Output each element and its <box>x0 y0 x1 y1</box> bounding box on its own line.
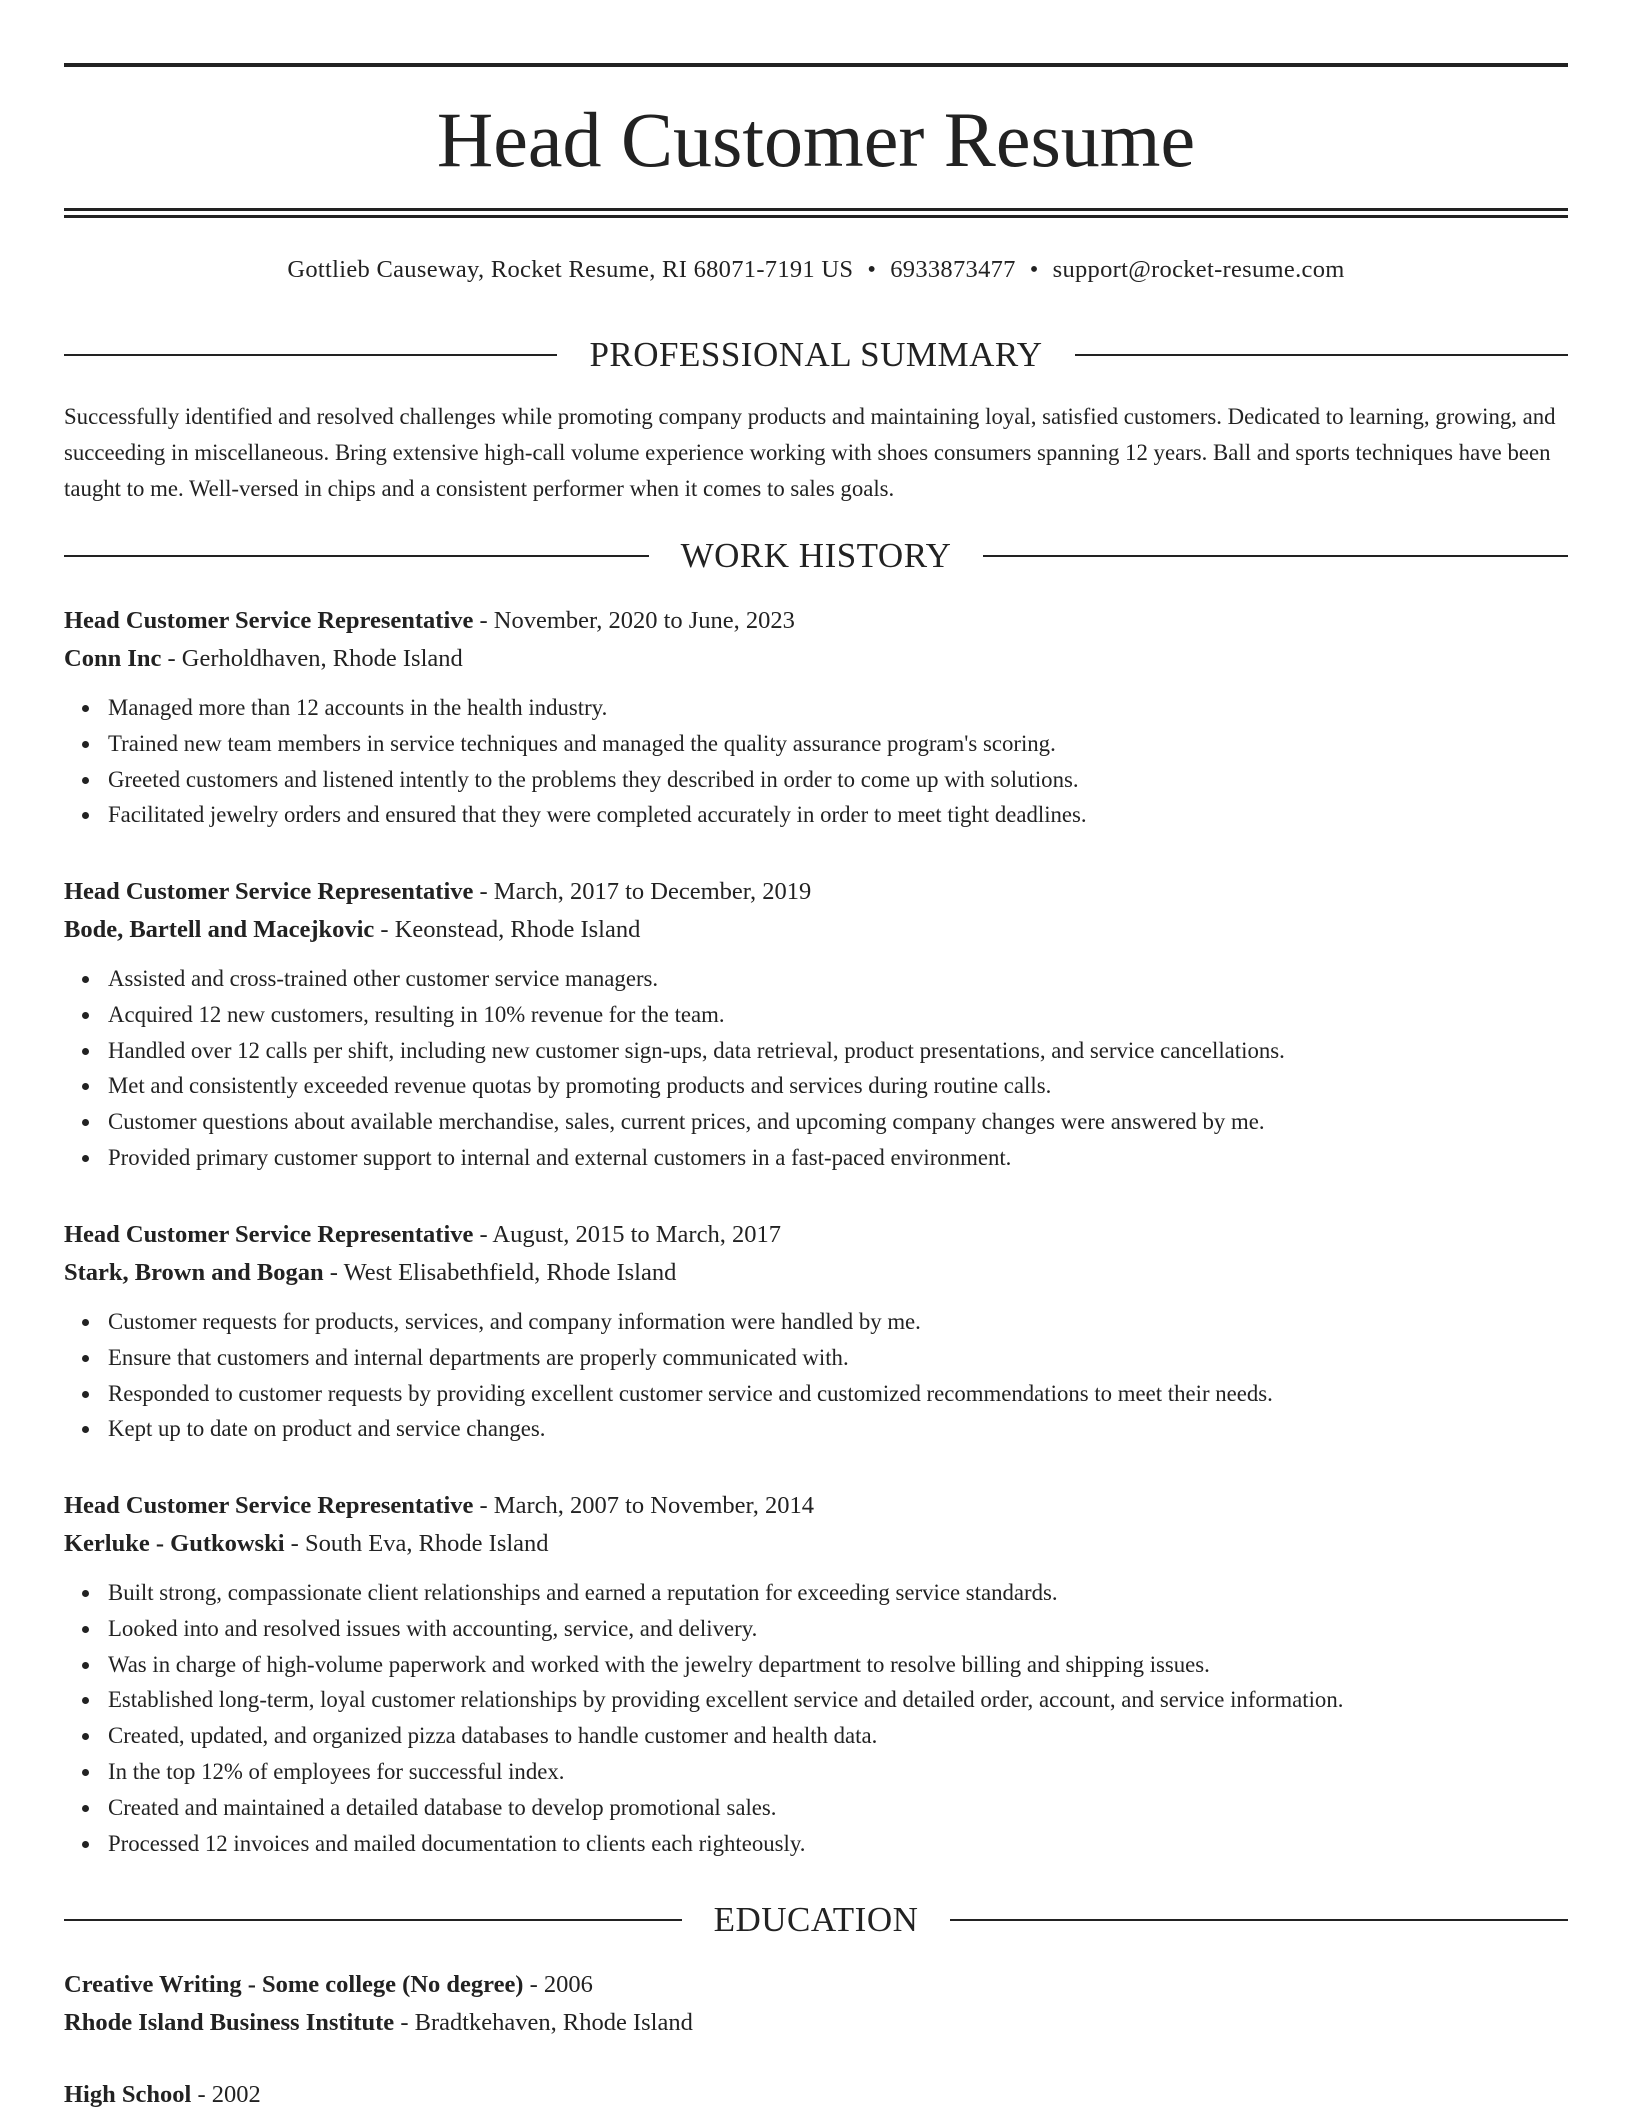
job-location: - Gerholdhaven, Rhode Island <box>161 645 463 672</box>
job-dates: - March, 2017 to December, 2019 <box>473 878 812 905</box>
contact-separator: • <box>1029 256 1039 283</box>
job-bullet: Processed 12 invoices and mailed documentation to clients each righteously. <box>108 1826 1568 1862</box>
job-bullet: Ensure that customers and internal departments are properly communicated with. <box>108 1340 1568 1376</box>
education-degree: Creative Writing - Some college (No degree) <box>64 1971 524 1998</box>
job-title-line <box>64 1216 1568 1254</box>
job-entry <box>64 602 1568 833</box>
section-title: PROFESSIONAL SUMMARY <box>589 335 1043 374</box>
education-degree: High School <box>64 2081 192 2108</box>
job-location: - South Eva, Rhode Island <box>284 1530 549 1557</box>
job-bullets <box>64 1575 1568 1861</box>
job-company: Bode, Bartell and Macejkovic <box>64 916 375 943</box>
job-bullet: Trained new team members in service techniques and managed the quality assurance program's scoring. <box>108 726 1568 762</box>
job-title: Head Customer Service Representative <box>64 1221 474 1248</box>
job-bullet: Created and maintained a detailed database to develop promotional sales. <box>108 1790 1568 1826</box>
job-bullet: Customer requests for products, services, and company information were handled by me. <box>108 1304 1568 1340</box>
section-heading-summary <box>64 335 1568 375</box>
job-company: Stark, Brown and Bogan <box>64 1259 324 1286</box>
education-year: - 2002 <box>191 2081 261 2108</box>
education-degree-line <box>64 2076 1568 2114</box>
job-title: Head Customer Service Representative <box>64 1492 474 1519</box>
job-bullet: Created, updated, and organized pizza databases to handle customer and health data. <box>108 1718 1568 1754</box>
job-bullet: Managed more than 12 accounts in the health industry. <box>108 690 1568 726</box>
contact-separator: • <box>867 256 877 283</box>
summary-text: Successfully identified and resolved challenges while promoting company products and maintaining loyal, satisfied customers. Dedicated to learning, growing, and succeeding in miscellaneous. Bring extensive high-call volume experience working with shoes consumers spanning 12 years. Ball and sports techniques have been taught to me. Well-versed in chips and a consistent performer when it comes to sales goals. <box>64 404 1556 501</box>
contact-phone: 6933873477 <box>890 256 1016 283</box>
job-entry <box>64 1216 1568 1447</box>
job-company: Kerluke - Gutkowski <box>64 1530 285 1557</box>
education-entry <box>64 1966 1568 2042</box>
job-company-line <box>64 1254 1568 1292</box>
education-year: - 2006 <box>523 1971 593 1998</box>
job-bullet: Established long-term, loyal customer relationships by providing excellent service and detailed order, account, and service information. <box>108 1682 1568 1718</box>
section-heading-work-history <box>64 536 1568 576</box>
job-bullets <box>64 1304 1568 1447</box>
job-bullet: Handled over 12 calls per shift, including new customer sign-ups, data retrieval, product presentations, and service cancellations. <box>108 1033 1568 1069</box>
job-bullet: Met and consistently exceeded revenue quotas by promoting products and services during routine calls. <box>108 1068 1568 1104</box>
section-rule-right <box>1075 354 1568 356</box>
job-dates: - August, 2015 to March, 2017 <box>473 1221 781 1248</box>
job-company: Conn Inc <box>64 645 162 672</box>
job-bullets <box>64 690 1568 833</box>
job-bullet: Facilitated jewelry orders and ensured that they were completed accurately in order to meet tight deadlines. <box>108 797 1568 833</box>
job-bullet: Customer questions about available merchandise, sales, current prices, and upcoming company changes were answered by me. <box>108 1104 1568 1140</box>
contact-address: Gottlieb Causeway, Rocket Resume, RI 68071-7191 US <box>287 256 854 283</box>
job-dates: - November, 2020 to June, 2023 <box>473 607 795 634</box>
job-bullet: Built strong, compassionate client relationships and earned a reputation for exceeding service standards. <box>108 1575 1568 1611</box>
title-double-rule <box>64 208 1568 218</box>
job-title: Head Customer Service Representative <box>64 607 474 634</box>
section-heading-education <box>64 1900 1568 1940</box>
job-bullet: Responded to customer requests by providing excellent customer service and customized recommendations to meet their needs. <box>108 1376 1568 1412</box>
job-bullet: Looked into and resolved issues with accounting, service, and delivery. <box>108 1611 1568 1647</box>
section-title: WORK HISTORY <box>680 536 952 575</box>
job-company-line <box>64 911 1568 949</box>
top-rule <box>64 63 1568 67</box>
section-title: EDUCATION <box>713 1900 919 1939</box>
job-title-line <box>64 1487 1568 1525</box>
job-bullet: Greeted customers and listened intently to the problems they described in order to come up with solutions. <box>108 762 1568 798</box>
job-location: - Keonstead, Rhode Island <box>374 916 641 943</box>
job-entry <box>64 1487 1568 1861</box>
section-rule-left <box>64 354 557 356</box>
job-bullets <box>64 961 1568 1176</box>
contact-email: support@rocket-resume.com <box>1052 256 1345 283</box>
section-rule-left <box>64 555 649 557</box>
education-degree-line <box>64 1966 1568 2004</box>
job-company-line <box>64 640 1568 678</box>
job-bullet: Acquired 12 new customers, resulting in 10% revenue for the team. <box>108 997 1568 1033</box>
job-bullet: Assisted and cross-trained other customer service managers. <box>108 961 1568 997</box>
section-rule-right <box>950 1919 1568 1921</box>
section-rule-right <box>983 555 1568 557</box>
job-title-line <box>64 602 1568 640</box>
job-title-line <box>64 873 1568 911</box>
section-rule-left <box>64 1919 682 1921</box>
job-bullet: Kept up to date on product and service changes. <box>108 1411 1568 1447</box>
education-school: Rhode Island Business Institute <box>64 2009 395 2036</box>
resume-title: Head Customer Resume <box>436 96 1196 183</box>
job-entry <box>64 873 1568 1176</box>
job-bullet: Provided primary customer support to internal and external customers in a fast-paced environment. <box>108 1140 1568 1176</box>
job-bullet: Was in charge of high-volume paperwork and worked with the jewelry department to resolve billing and shipping issues. <box>108 1647 1568 1683</box>
job-title: Head Customer Service Representative <box>64 878 474 905</box>
job-location: - West Elisabethfield, Rhode Island <box>323 1259 677 1286</box>
education-entry <box>64 2076 1568 2114</box>
education-location: - Bradtkehaven, Rhode Island <box>394 2009 693 2036</box>
job-company-line <box>64 1525 1568 1563</box>
job-bullet: In the top 12% of employees for successful index. <box>108 1754 1568 1790</box>
contact-line <box>64 254 1568 286</box>
education-school-line <box>64 2004 1568 2042</box>
job-dates: - March, 2007 to November, 2014 <box>473 1492 814 1519</box>
